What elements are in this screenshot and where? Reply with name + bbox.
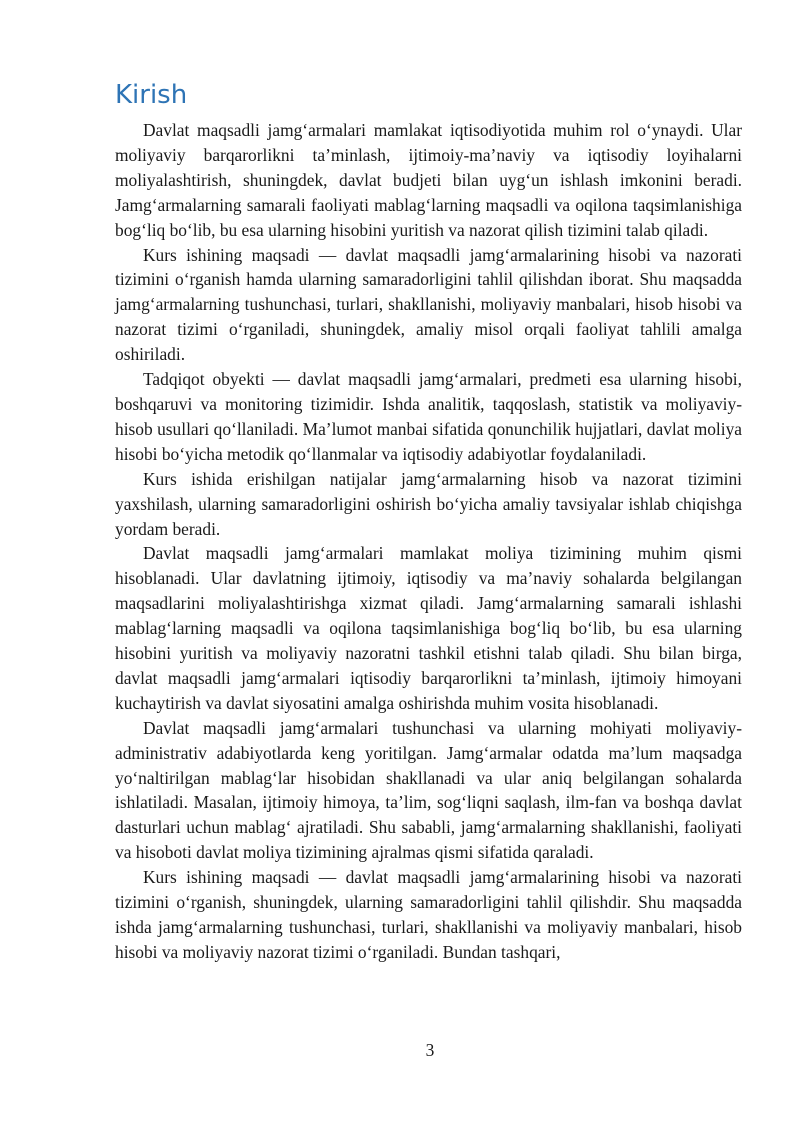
paragraph: Kurs ishining maqsadi — davlat maqsadli jamg‘armalarining hisobi va nazorati tizimini o‘rganish hamda ularning samaradorligini tahlil qilishdan iborat. Shu maqsadda jamg‘armalarning tushunchasi, turlari, shakllanishi, moliyaviy manbalari, hisob hisobi va nazorat tizimi o‘rganiladi, shuningdek, amaliy misol orqali faoliyat tahlili amalga oshiriladi. bbox=[115, 244, 742, 365]
body-text bbox=[115, 118, 742, 965]
page-number: 3 bbox=[425, 1040, 435, 1060]
section-heading: Kirish bbox=[115, 80, 188, 110]
paragraph: Kurs ishida erishilgan natijalar jamg‘armalarning hisob va nazorat tizimini yaxshilash, ularning samaradorligini oshirish bo‘yicha amaliy tavsiyalar ishlab chiqishga yordam beradi. bbox=[115, 468, 742, 539]
paragraph: Davlat maqsadli jamg‘armalari mamlakat moliya tizimining muhim qismi hisoblanadi. Ular davlatning ijtimoiy, iqtisodiy va ma’naviy sohalarda belgilangan maqsadlarini moliyalashtirishga xizmat qiladi. Jamg‘armalarning samarali ishlashi mablag‘larning maqsadli va oqilona taqsimlanishiga bog‘liq bo‘lib, bu esa ularning hisobini yuritish va moliyaviy nazoratni tashkil etishni talab qiladi. Shu bilan birga, davlat maqsadli jamg‘armalari iqtisodiy barqarorlikni ta’minlash, ijtimoiy himoyani kuchaytirish va davlat siyosatini amalga oshirishda muhim vosita hisoblanadi. bbox=[115, 543, 742, 713]
paragraph: Davlat maqsadli jamg‘armalari tushunchasi va ularning mohiyati moliyaviy-administrativ adabiyotlarda keng yoritilgan. Jamg‘armalar odatda ma’lum maqsadga yo‘naltirilgan mablag‘lar hisobidan shakllanadi va ular aniq belgilangan sohalarda ishlatiladi. Masalan, ijtimoiy himoya, ta’lim, sog‘liqni saqlash, ilm-fan va boshqa davlat dasturlari uchun mablag‘ ajratiladi. Shu sababli, jamg‘armalarning shakllanishi, faoliyati va hisoboti davlat moliya tizimining ajralmas qismi sifatida qaraladi. bbox=[115, 717, 742, 863]
paragraph: Tadqiqot obyekti — davlat maqsadli jamg‘armalari, predmeti esa ularning hisobi, boshqaruvi va monitoring tizimidir. Ishda analitik, taqqoslash, statistik va moliyaviy-hisob usullari qo‘llaniladi. Ma’lumot manbai sifatida qonunchilik hujjatlari, davlat moliya hisobi bo‘yicha metodik qo‘llanmalar va iqtisodiy adabiyotlar foydalaniladi. bbox=[115, 369, 742, 464]
paragraph: Davlat maqsadli jamg‘armalari mamlakat iqtisodiyotida muhim rol o‘ynaydi. Ular moliyaviy barqarorlikni ta’minlash, ijtimoiy-ma’naviy va iqtisodiy loyihalarni moliyalashtirish, shuningdek, davlat budjeti bilan uyg‘un ishlash imkonini beradi. Jamg‘armalarning samarali faoliyati mablag‘larning maqsadli va oqilona taqsimlanishiga bog‘liq bo‘lib, bu esa ularning hisobini yuritish va nazorat qilish tizimini talab qiladi. bbox=[115, 120, 742, 240]
paragraph: Kurs ishining maqsadi — davlat maqsadli jamg‘armalarining hisobi va nazorati tizimini o‘rganish, shuningdek, ularning samaradorligini tahlil qilishdir. Shu maqsadda ishda jamg‘armalarning tushunchasi, turlari, shakllanishi va moliyaviy manbalari, hisob hisobi va moliyaviy nazorat tizimi o‘rganiladi. Bundan tashqari, bbox=[115, 867, 742, 962]
